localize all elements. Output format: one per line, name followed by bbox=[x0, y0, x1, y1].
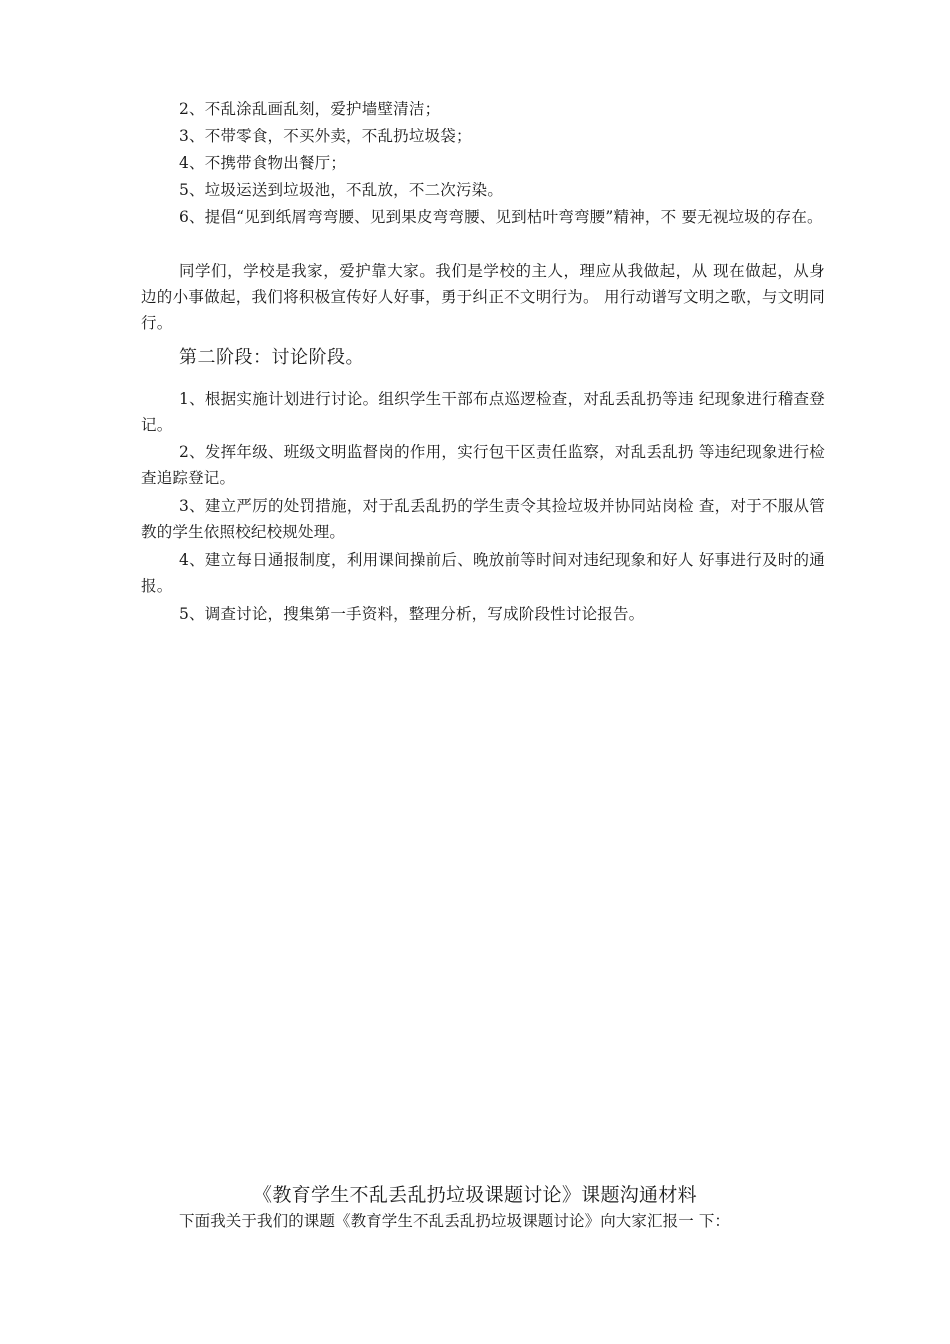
stage-item-3: 3、建立严厉的处罚措施，对于乱丢乱扔的学生责令其捡垃圾并协同站岗检 查，对于不服从管教的学生依照校纪校规处理。 bbox=[141, 497, 825, 541]
stage-item-4: 4、建立每日通报制度，利用课间操前后、晚放前等时间对违纪现象和好人 好事进行及时的通报。 bbox=[141, 551, 825, 595]
stage-item-1: 1、根据实施计划进行讨论。组织学生干部布点巡逻检查，对乱丢乱扔等违 纪现象进行稽查登记。 bbox=[141, 390, 825, 434]
rule-item-6: 6、提倡“见到纸屑弯弯腰、见到果皮弯弯腰、见到枯叶弯弯腰”精神，不 要无视垃圾的存在。 bbox=[179, 208, 823, 226]
stage-item-2: 2、发挥年级、班级文明监督岗的作用，实行包干区责任监察，对乱丢乱扔 等违纪现象进行检查追踪登记。 bbox=[141, 443, 825, 487]
stage-item-5: 5、调查讨论，搜集第一手资料，整理分析，写成阶段性讨论报告。 bbox=[179, 605, 645, 623]
rule-item-3: 3、不带零食，不买外卖，不乱扔垃圾袋； bbox=[179, 127, 472, 145]
rule-item-2: 2、不乱涂乱画乱刻，爱护墙壁清洁； bbox=[179, 100, 441, 118]
document-intro: 下面我关于我们的课题《教育学生不乱丢乱扔垃圾课题讨论》向大家汇报一 下： bbox=[179, 1212, 731, 1230]
rule-item-4: 4、不携带食物出餐厅； bbox=[179, 154, 347, 172]
stage-two-heading: 第二阶段：讨论阶段。 bbox=[179, 347, 364, 368]
appeal-paragraph: 同学们，学校是我家，爱护靠大家。我们是学校的主人，理应从我做起，从 现在做起，从身边的小事做起，我们将积极宣传好人好事，勇于纠正不文明行为。 用行动谱写文明之歌，与文明同行。 bbox=[141, 262, 825, 332]
document-title: 《教育学生不乱丢乱扔垃圾课题讨论》课题沟通材料 bbox=[253, 1184, 697, 1206]
rule-item-5: 5、垃圾运送到垃圾池，不乱放，不二次污染。 bbox=[179, 181, 504, 199]
